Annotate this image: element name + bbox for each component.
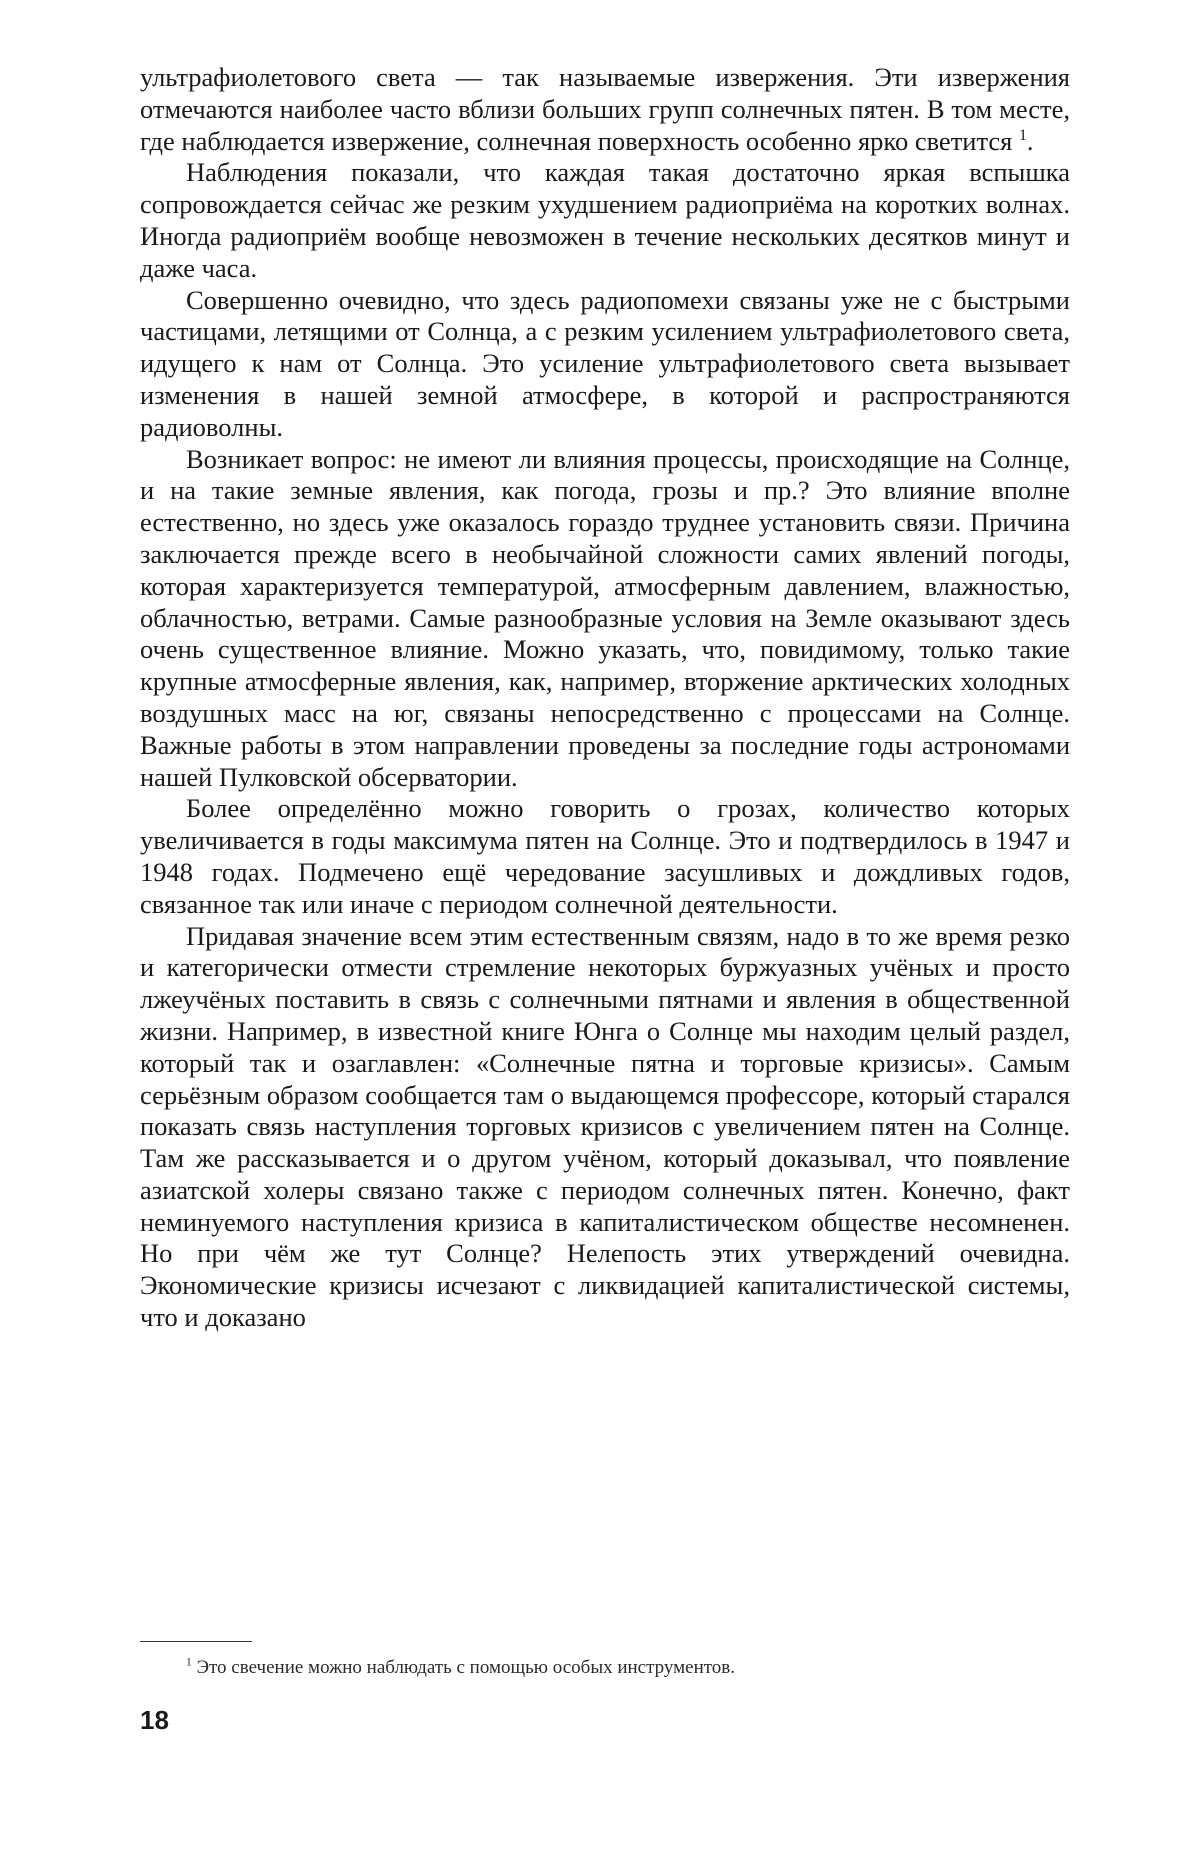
main-text xyxy=(140,62,1070,1334)
footnote-divider xyxy=(140,1641,252,1642)
paragraph-2: Наблюдения показали, что каждая такая достаточно яркая вспышка сопровождается сейчас же резким ухудшением радиоприёма на коротких волнах. Иногда радиоприём вообще невозможен в течение нескольких десятков минут и даже часа. xyxy=(140,157,1070,283)
paragraph-5: Более определённо можно говорить о грозах, количество которых увеличивается в годы максимума пятен на Солнце. Это и подтвердилось в 1947 и 1948 годах. Подмечено ещё чередование засушливых и дождливых годов, связанное так или иначе с периодом солнечной деятельности. xyxy=(140,793,1070,919)
footnote-text: Это свечение можно наблюдать с помощью особых инструментов. xyxy=(196,1657,736,1678)
paragraph-1: ультрафиолетового света — так называемые извержения. Эти извержения отмечаются наиболее часто вблизи больших групп солнечных пятен. В том месте, где наблюдается извержение, солнечная поверхность особенно ярко светится $^1$. xyxy=(140,62,1070,156)
paragraph-4: Возникает вопрос: не имеют ли влияния процессы, происходящие на Солнце, и на такие земные явления, как погода, грозы и пр.? Это влияние вполне естественно, но здесь уже оказалось гораздо труднее установить связи. Причина заключается прежде всего в необычайной сложности самих явлений погоды, которая характеризуется температурой, атмосферным давлением, влажностью, облачностью, ветрами. Самые разнообразные условия на Земле оказывают здесь очень существенное влияние. Можно указать, что, повидимому, только такие крупные атмосферные явления, как, например, вторжение арктических холодных воздушных масс на юг, связаны непосредственно с процессами на Солнце. Важные работы в этом направлении проведены за последние годы астрономами нашей Пулковской обсерватории. xyxy=(140,443,1070,792)
footnote-marker: 1 xyxy=(186,1656,192,1669)
footnote xyxy=(140,1656,1070,1680)
page-number: 18 xyxy=(140,1705,169,1735)
paragraph-6: Придавая значение всем этим естественным связям, надо в то же время резко и категорически отмести стремление некоторых буржуазных учёных и просто лжеучёных поставить в связь с солнечными пятнами и явления в общественной жизни. Например, в известной книге Юнга о Солнце мы находим целый раздел, который так и озаглавлен: «Солнечные пятна и торговые кризисы». Самым серьёзным образом сообщается там о выдающемся профессоре, который старался показать связь наступления торговых кризисов с увеличением пятен на Солнце. Там же рассказывается и о другом учёном, который доказывал, что появление азиатской холеры связано также с периодом солнечных пятен. Конечно, факт неминуемого наступления кризиса в капиталистическом обществе несомненен. Но при чём же тут Солнце? Нелепость этих утверждений очевидна. Экономические кризисы исчезают с ликвидацией капиталистической системы, что и доказано xyxy=(140,920,1070,1333)
footnote-ref: 1 xyxy=(1018,126,1027,144)
paragraph-3: Совершенно очевидно, что здесь радиопомехи связаны уже не с быстрыми частицами, летящими от Солнца, а с резким усилением ультрафиолетового света, идущего к нам от Солнца. Это усиление ультрафиолетового света вызывает изменения в нашей земной атмосфере, в которой и распространяются радиоволны. xyxy=(140,284,1070,442)
